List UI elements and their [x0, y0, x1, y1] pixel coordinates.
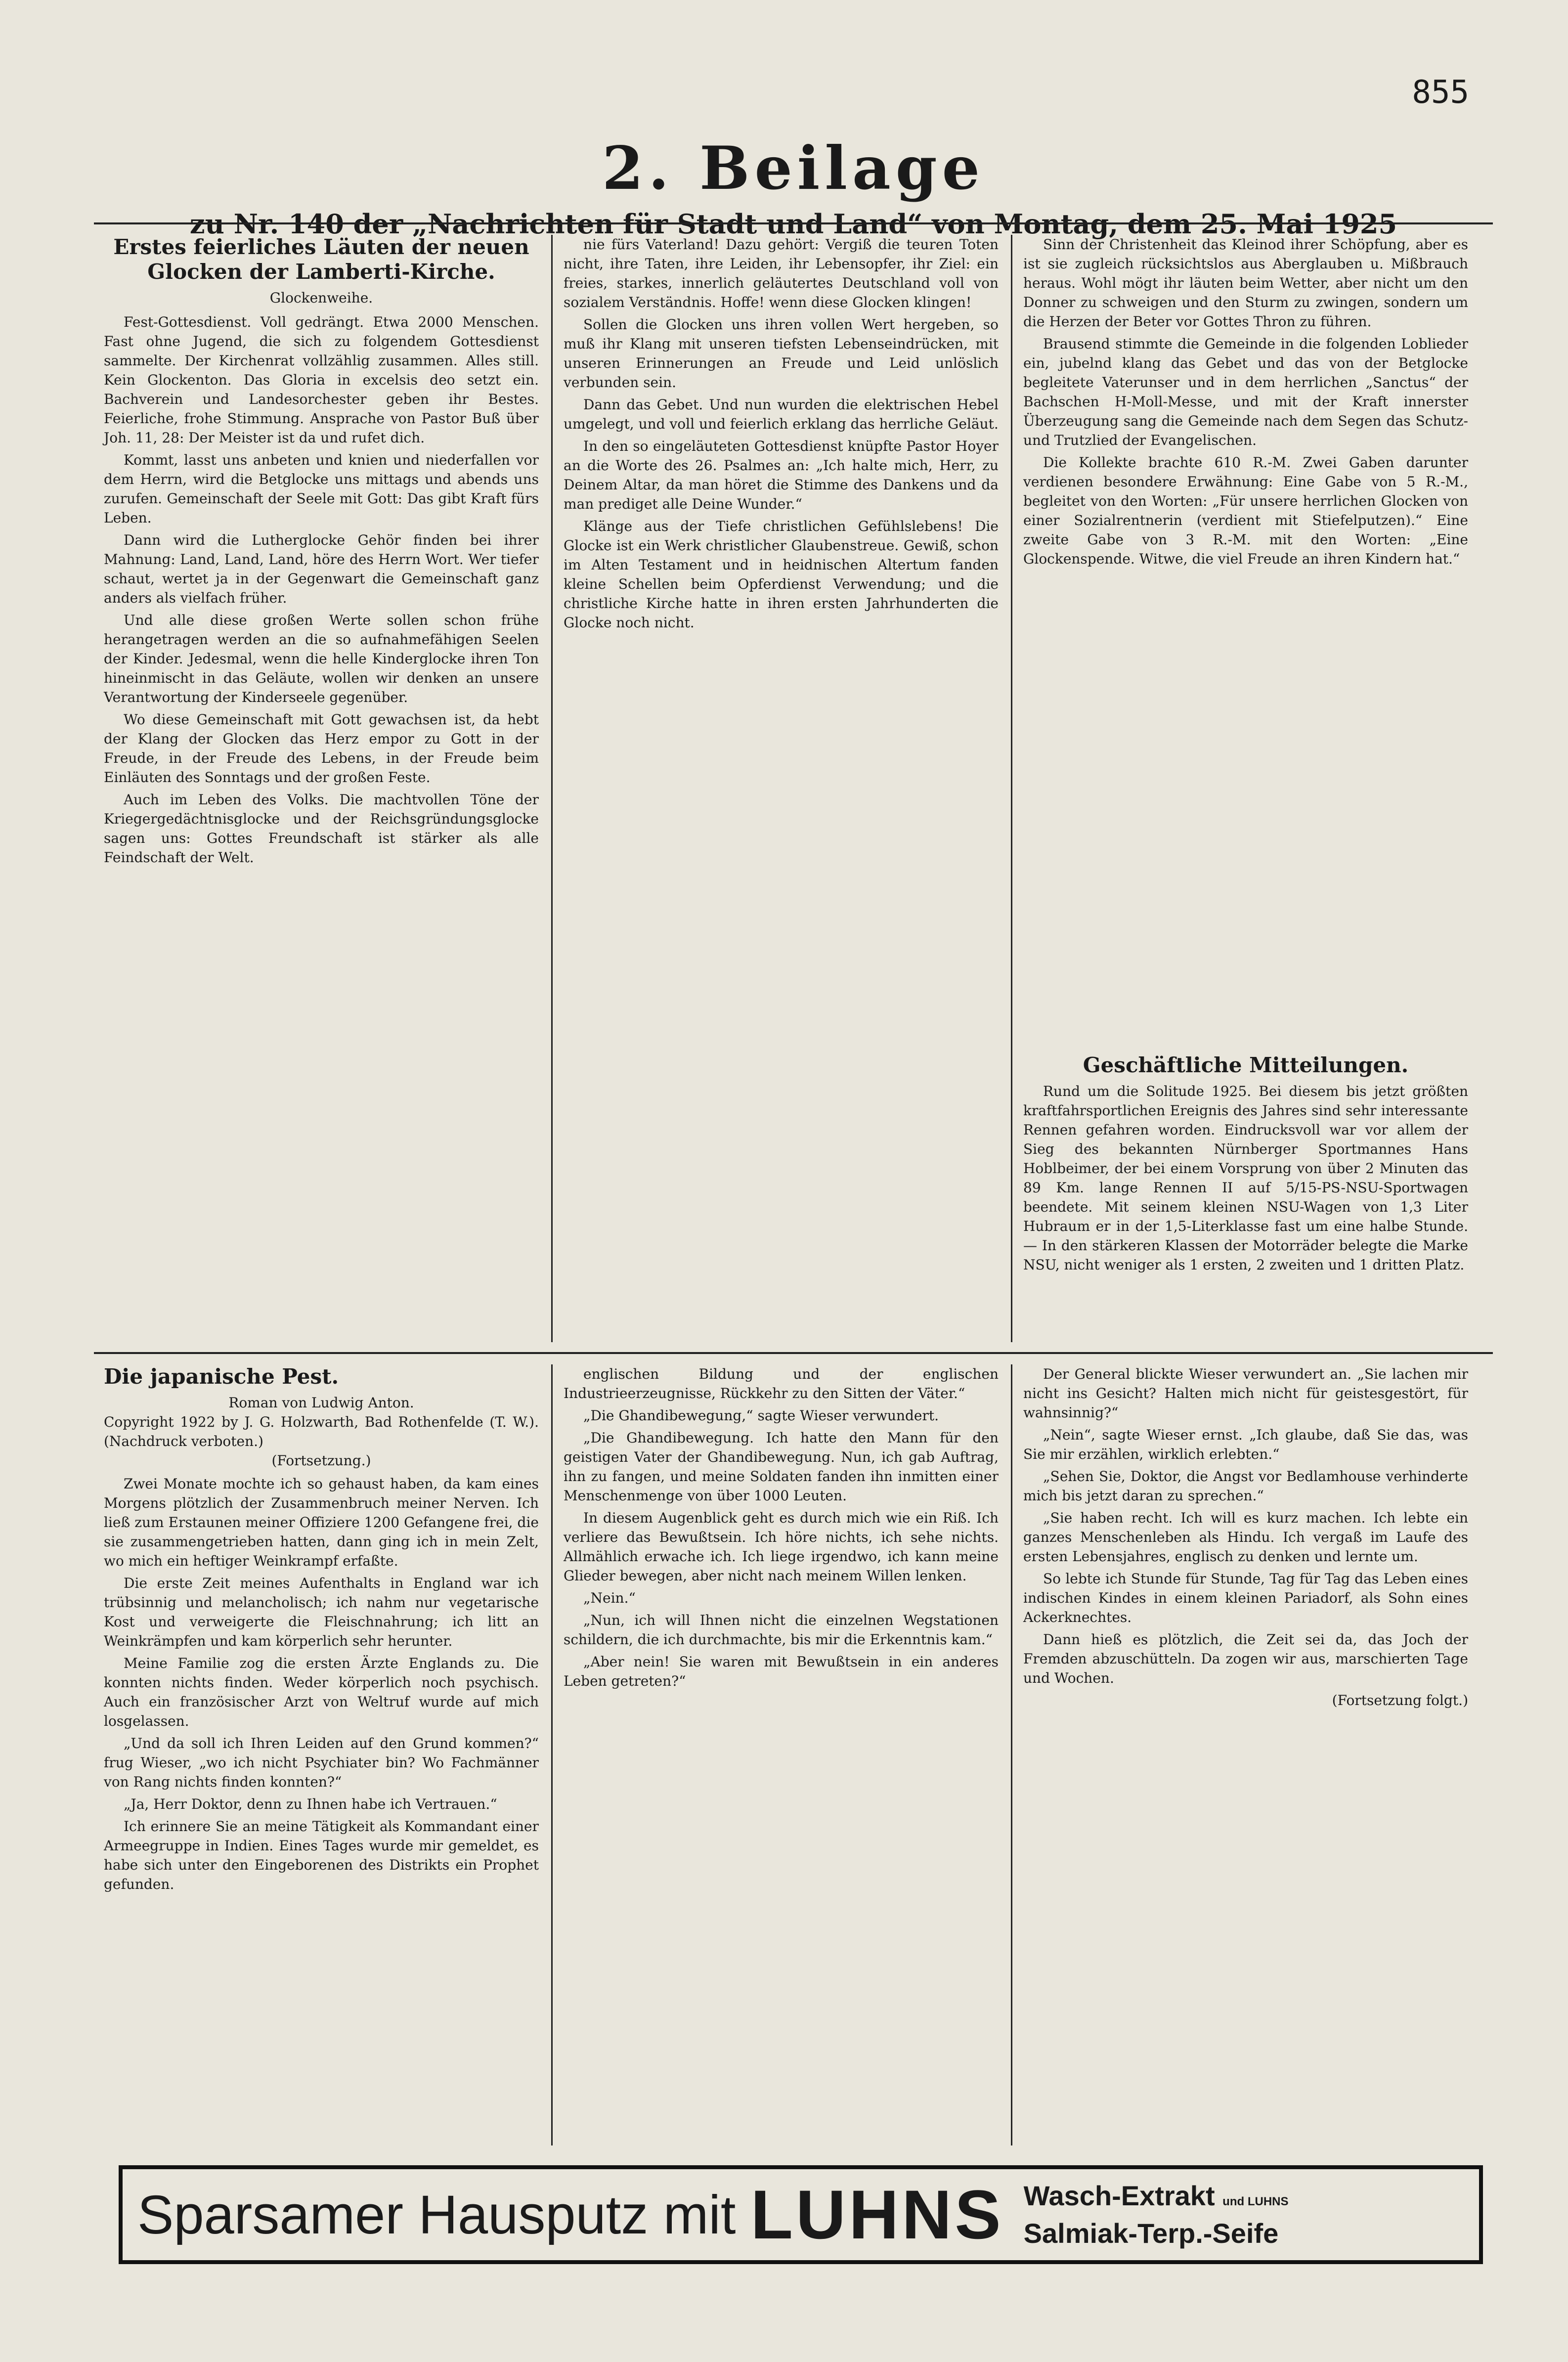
paragraph: Der General blickte Wieser verwundert an. „Sie lachen mir nicht ins Gesicht? Halten mich nicht für geistesgestört, für wahnsinnig?“ — [1023, 1366, 1468, 1421]
paragraph: In diesem Augenblick geht es durch mich wie ein Riß. Ich verliere das Bewußtsein. Ich höre nichts, ich sehe nichts. Allmählich erwache ich. Ich liege irgendwo, ich kann meine Glieder bewegen, aber nicht nach meinem Willen lenken. — [564, 1510, 999, 1584]
header-rule — [94, 222, 1493, 224]
ad-product-1: Wasch-Extrakt — [1023, 2180, 1215, 2211]
novel-title: Die japanische Pest. — [104, 1364, 339, 1389]
column-divider — [551, 1364, 553, 2145]
paragraph: „Nein.“ — [583, 1590, 636, 1606]
business-title: Geschäftliche Mitteilungen. — [1083, 1053, 1409, 1077]
novel-author: Roman von Ludwig Anton. — [228, 1395, 414, 1411]
novel-column-2 — [564, 1364, 999, 1694]
column-divider — [1011, 1364, 1012, 2145]
paragraph: Klänge aus der Tiefe christlichen Gefühlslebens! Die Glocke ist ein Werk christlicher Glaubenstreue. Gewiß, schon im Alten Testament und in heidnischen Altertum fanden kleine Schellen beim Opferdienst Verwendung; und die christliche Kirche hatte in ihren ersten Jahrhunderten die Glocke noch nicht. — [564, 518, 999, 631]
paragraph: Die Kollekte brachte 610 R.-M. Zwei Gaben darunter verdienen besondere Erwähnung: Eine Gabe von 5 R.-M., begleitet von den Worten: „Für unsere herrlichen Glocken von einer Sozialrentnerin (verdient mit Stiefelputzen).“ Eine zweite Gabe von 3 R.-M. mit den Worten: „Eine Glockenspende. Witwe, die viel Freude an ihren Kindern hat.“ — [1023, 454, 1468, 567]
paragraph: Kommt, lasst uns anbeten und knien und niederfallen vor dem Herrn, wird die Betglocke uns mittags und abends uns zurufen. Gemeinschaft der Seele mit Gott: Das gibt Kraft fürs Leben. — [104, 452, 539, 526]
paragraph: So lebte ich Stunde für Stunde, Tag für Tag das Leben eines indischen Kindes in einem kleinen Pariadorf, als Sohn eines Ackerknechtes. — [1023, 1571, 1468, 1625]
paragraph: Sollen die Glocken uns ihren vollen Wert hergeben, so muß ihr Klang mit unseren tiefsten Lebenseindrücken, mit unseren Erinnerungen an Freude und Leid unlöslich verbunden sein. — [564, 316, 999, 391]
ad-product-2: Salmiak-Terp.-Seife — [1023, 2218, 1279, 2249]
paragraph: Dann das Gebet. Und nun wurden die elektrischen Hebel umgelegt, und voll und feierlich erklang das herrliche Geläut. — [564, 396, 999, 432]
newspaper-page — [94, 64, 1493, 2318]
paragraph: Und alle diese großen Werte sollen schon frühe herangetragen werden an die so aufnahmefähigen Seelen der Kinder. Jedesmal, wenn die helle Kinderglocke ihren Ton hineinmischt in das Geläute, wollen wir denken an unsere Verantwortung der Kinderseele gegenüber. — [104, 612, 539, 705]
column-divider — [1011, 235, 1012, 1342]
luhns-advertisement — [119, 2165, 1483, 2264]
paragraph: „Sehen Sie, Doktor, die Angst vor Bedlamhouse verhinderte mich bis jetzt daran zu sprechen.“ — [1023, 1468, 1468, 1504]
paragraph: Die erste Zeit meines Aufenthalts in England war ich trübsinnig und melancholisch; ich nahm nur vegetarische Kost und verweigerte die Fleischnahrung; ich litt an Weinkrämpfen und kam körperlich sehr herunter. — [104, 1575, 539, 1649]
article-glocken-continued-2 — [1023, 235, 1468, 571]
paragraph: Brausend stimmte die Gemeinde in die folgenden Loblieder ein, jubelnd klang das Gebet und das von der Betglocke begleitete Vaterunser und in dem herrlichen „Sanctus“ der Bachschen H-Moll-Messe, und mit der Kraft innerster Überzeugung sang die Gemeinde nach dem Segen das Schutz- und Trutzlied der Evangelischen. — [1023, 336, 1468, 448]
page-number: 855 — [1412, 74, 1469, 111]
novel-copyright: Copyright 1922 by J. G. Holzwarth, Bad Rothenfelde (T. W.). (Nachdruck verboten.) — [104, 1414, 539, 1449]
novel-column-1 — [104, 1364, 539, 1897]
column-divider — [551, 235, 553, 1342]
ad-products — [1024, 2180, 1289, 2249]
continuation-note: (Fortsetzung folgt.) — [1332, 1692, 1468, 1708]
paragraph: „Und da soll ich Ihren Leiden auf den Grund kommen?“ frug Wieser, „wo ich nicht Psychiater bin? Wo Fachmänner von Rang nichts finden konnten?“ — [104, 1735, 539, 1790]
section-rule — [94, 1352, 1493, 1354]
ad-slogan: Sparsamer Hausputz mit — [137, 2184, 736, 2245]
ad-small-note: und LUHNS — [1222, 2195, 1289, 2208]
article-title: Erstes feierliches Läuten der neuen Glocken der Lamberti-Kirche. — [113, 235, 529, 284]
novel-continuation: (Fortsetzung.) — [271, 1452, 371, 1469]
paragraph: Ich erinnere Sie an meine Tätigkeit als Kommandant einer Armeegruppe in Indien. Eines Tages wurde mir gemeldet, es habe sich unter den Eingeborenen des Distrikts ein Prophet gefunden. — [104, 1818, 539, 1892]
paragraph: Zwei Monate mochte ich so gehaust haben, da kam eines Morgens plötzlich der Zusammenbruch meiner Nerven. Ich ließ zum Erstaunen meiner Offiziere 1200 Gefangene frei, die sie zusammengetrieben hatten, dann ging ich in mein Zelt, wo mich ein heftiger Weinkrampf erfaßte. — [104, 1476, 539, 1569]
paragraph: Meine Familie zog die ersten Ärzte Englands zu. Die konnten nichts finden. Weder körperlich noch psychisch. Auch ein französischer Arzt von Weltruf wurde auf mich losgelassen. — [104, 1655, 539, 1729]
paragraph: Dann wird die Lutherglocke Gehör finden bei ihrer Mahnung: Land, Land, Land, höre des Herrn Wort. Wer tiefer schaut, wertet ja in der Gegenwart die Gemeinschaft ganz anders als vielfach früher. — [104, 532, 539, 606]
paragraph: „Nein“, sagte Wieser ernst. „Ich glaube, daß Sie das, was Sie mir erzählen, wirklich erlebten.“ — [1023, 1427, 1468, 1462]
paragraph: „Sie haben recht. Ich will es kurz machen. Ich lebte ein ganzes Menschenleben als Hindu. Ich vergaß im Laufe des ersten Lebensjahres, englisch zu denken und lernte um. — [1023, 1510, 1468, 1565]
paragraph: „Die Ghandibewegung. Ich hatte den Mann für den geistigen Vater der Ghandibewegung. Nun, ich gab Auftrag, ihn zu fangen, und meine Soldaten fanden ihn inmitten einer Menschenmenge von über 1000 Leuten. — [564, 1430, 999, 1504]
paragraph: nie fürs Vaterland! Dazu gehört: Vergiß die teuren Toten nicht, ihre Taten, ihre Leiden, ihr Lebensopfer, ihr Ziel: ein freies, starkes, innerlich geläutertes Deutschland voll von sozialem Verständnis. Hoffe! wenn diese Glocken klingen! — [564, 236, 999, 310]
paragraph: „Aber nein! Sie waren mit Bewußtsein in ein anderes Leben getreten?“ — [564, 1654, 999, 1689]
paragraph: Rund um die Solitude 1925. Bei diesem bis jetzt größten kraftfahrsportlichen Ereignis des Jahres sind sehr interessante Rennen gefahren worden. Eindrucksvoll war vor allem der Sieg des bekannten Nürnberger Sportmannes Hans Hoblbeimer, der bei einem Vorsprung von über 2 Minuten das 89 Km. lange Rennen II auf 5/15-PS-NSU-Sportwagen beendete. Mit seinem kleinen NSU-Wagen von 1,3 Liter Hubraum er in der 1,5-Literklasse fast um eine halbe Stunde. — In den stärkeren Klassen der Motorräder belegte die Marke NSU, nicht weniger als 1 ersten, 2 zweiten und 1 dritten Platz. — [1023, 1083, 1468, 1273]
paragraph: Wo diese Gemeinschaft mit Gott gewachsen ist, da hebt der Klang der Glocken das Herz empor zu Gott in der Freude, in der Freude des Lebens, in der Freude beim Einläuten des Sonntags und der großen Feste. — [104, 711, 539, 786]
paragraph: Sinn der Christenheit das Kleinod ihrer Schöpfung, aber es ist sie zugleich rücksichtslos aus Aberglauben u. Mißbrauch heraus. Wohl mögt ihr läuten beim Wetter, aber nicht um den Donner zu schweigen und den Sturm zu zwingen, sondern um die Herzen der Beter vor Gottes Thron zu führen. — [1023, 236, 1468, 330]
ad-brand: LUHNS — [750, 2176, 1004, 2253]
paragraph: „Ja, Herr Doktor, denn zu Ihnen habe ich Vertrauen.“ — [124, 1796, 497, 1812]
paragraph: In den so eingeläuteten Gottesdienst knüpfte Pastor Hoyer an die Worte des 26. Psalmes an: „Ich halte mich, Herr, zu Deinem Altar, da man höret die Stimme des Dankens und da man prediget alle Deine Wunder.“ — [564, 438, 999, 512]
supplement-subtitle: zu Nr. 140 der „Nachrichten für Stadt und Land“ von Montag, dem 25. Mai 1925 — [189, 208, 1397, 240]
business-notices — [1023, 1053, 1468, 1277]
paragraph: Auch im Leben des Volks. Die machtvollen Töne der Kriegergedächtnisglocke und der Reichsgründungsglocke sagen uns: Gottes Freundschaft ist stärker als alle Feindschaft der Welt. — [104, 791, 539, 866]
novel-column-3 — [1023, 1364, 1468, 1713]
supplement-title: 2. Beilage — [602, 133, 985, 203]
article-kicker: Glockenweihe. — [269, 290, 373, 306]
paragraph: englischen Bildung und der englischen Industrieerzeugnisse, Rückkehr zu den Sitten der Väter.“ — [564, 1366, 999, 1401]
paragraph: „Die Ghandibewegung,“ sagte Wieser verwundert. — [583, 1407, 939, 1424]
paragraph: Dann hieß es plötzlich, die Zeit sei da, das Joch der Fremden abzuschütteln. Da zogen wir aus, marschierten Tage und Wochen. — [1023, 1631, 1468, 1686]
paragraph: Fest-Gottesdienst. Voll gedrängt. Etwa 2000 Menschen. Fast ohne Jugend, die sich zu folgendem Gottesdienst sammelte. Der Kirchenrat vollzählig zusammen. Alles still. Kein Glockenton. Das Gloria in excelsis deo setzt ein. Bachverein und Landesorchester geben ihr Bestes. Feierliche, frohe Stimmung. Ansprache von Pastor Buß über Joh. 11, 28: Der Meister ist da und rufet dich. — [104, 314, 539, 446]
article-glocken — [104, 235, 539, 870]
paragraph: „Nun, ich will Ihnen nicht die einzelnen Wegstationen schildern, die ich durchmachte, bis mir die Erkenntnis kam.“ — [564, 1612, 999, 1648]
article-glocken-continued — [564, 235, 999, 635]
